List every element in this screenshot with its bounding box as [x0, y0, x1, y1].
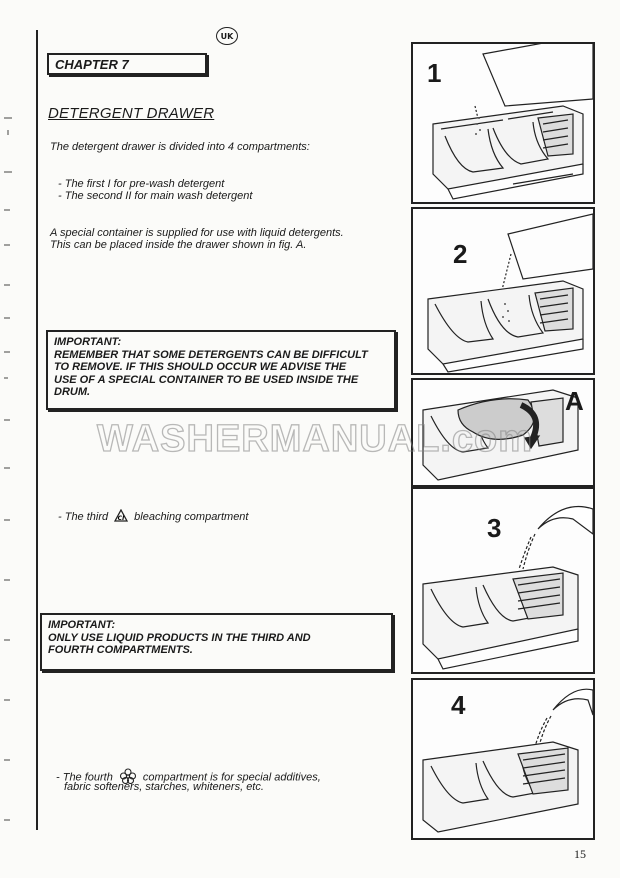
figure-4-softener: [411, 678, 595, 840]
important-1-line: IMPORTANT:: [54, 336, 122, 348]
figure-3-label: 3: [487, 513, 502, 543]
figure-3-bleach: [411, 487, 595, 674]
uk-language-badge: UK: [216, 27, 238, 45]
svg-text:CI: CI: [117, 515, 125, 522]
third-compartment-text: [58, 509, 248, 525]
figure-1-label: 1: [427, 58, 442, 88]
figure-a-liquid-container: [411, 378, 595, 487]
watermark: WASHERMANUAL.com: [96, 418, 534, 460]
important-1-line: DRUM.: [54, 386, 91, 398]
left-margin-rule: [36, 30, 38, 830]
fourth-compartment-line-2: fabric softeners, starches, whiteners, etc.: [64, 781, 264, 793]
list-item-second: - The second II for main wash detergent: [58, 190, 253, 202]
important-1-line: TO REMOVE. IF THIS SHOULD OCCUR WE ADVISE THE: [54, 361, 347, 373]
figure-2-mainwash: [411, 207, 595, 375]
important-2-line: IMPORTANT:: [48, 619, 116, 631]
figure-1-prewash: [411, 42, 595, 204]
figure-2-label: 2: [453, 239, 468, 269]
important-2-line: FOURTH COMPARTMENTS.: [48, 644, 193, 656]
list-item-first: - The first I for pre-wash detergent: [58, 178, 225, 190]
chapter-label: CHAPTER 7: [47, 53, 207, 75]
third-prefix: - The third: [58, 510, 109, 523]
important-1-line: USE OF A SPECIAL CONTAINER TO BE USED INSIDE THE: [54, 373, 359, 386]
figure-a-label: A: [565, 386, 584, 416]
intro-text: The detergent drawer is divided into 4 compartments:: [50, 141, 310, 153]
margin-scan-marks: [2, 0, 32, 878]
special-container-line-1: A special container is supplied for use with liquid detergents.: [50, 227, 344, 239]
important-notice-2: [40, 613, 393, 671]
bleach-triangle-icon: [114, 509, 128, 525]
fourth-suffix: compartment is for special additives,: [142, 771, 321, 784]
section-heading: DETERGENT DRAWER: [48, 105, 215, 122]
important-1-line: REMEMBER THAT SOME DETERGENTS CAN BE DIFFICULT: [54, 348, 368, 361]
page-number: 15: [574, 847, 586, 861]
important-notice-1: [46, 330, 396, 410]
special-container-line-2: This can be placed inside the drawer shown in fig. A.: [50, 239, 307, 251]
important-2-line: ONLY USE LIQUID PRODUCTS IN THE THIRD AND: [48, 631, 311, 644]
fourth-prefix: - The fourth: [56, 771, 113, 784]
third-suffix: bleaching compartment: [134, 510, 249, 523]
figure-4-label: 4: [451, 690, 466, 720]
